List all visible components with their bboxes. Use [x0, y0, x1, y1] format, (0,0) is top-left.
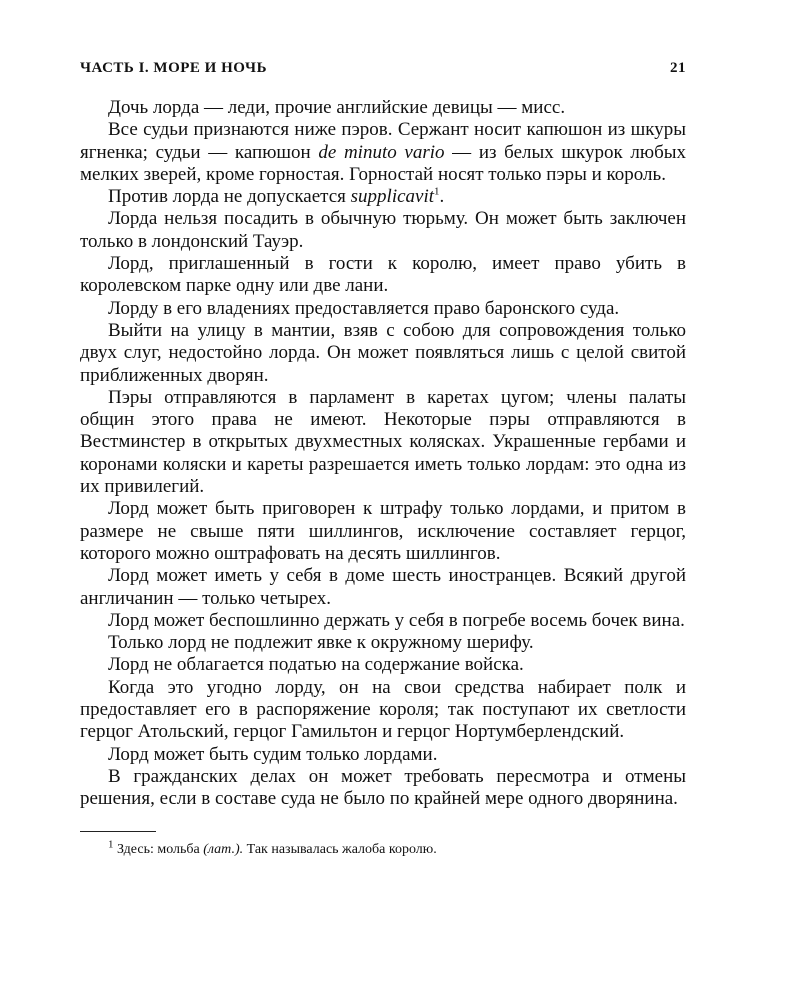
italic-text: de minuto vario — [318, 141, 445, 163]
italic-text: (лат.). — [203, 841, 244, 857]
text-run: Лорд может быть приговорен к штрафу только лордами, и притом в размере не свыше пяти шиллингов, исключение составляет герцог, которого можно оштрафовать на десять шиллингов. — [80, 498, 686, 564]
paragraph — [80, 565, 686, 610]
paragraph — [80, 253, 686, 298]
text-run: Лорд не облагается податью на содержание войска. — [108, 654, 524, 676]
text-run: Лорд, приглашенный в гости к королю, имеет право убить в королевском парке одну или две лани. — [80, 253, 686, 297]
text-run: Пэры отправляются в парламент в каретах цугом; члены палаты общин этого права не имеют. Некоторые пэры отправляются в Вестминстер в открытых двухместных колясках. Украшенные гербами и коронами коляски и кареты разрешается иметь только лордам: это одна из их привилегий. — [80, 386, 686, 498]
text-run: Выйти на улицу в мантии, взяв с собою для сопровождения только двух слуг, недостойно лорда. Он может появляться лишь с целой свитой приближенных дворян. — [80, 319, 686, 386]
text-run: Так называлась жалоба королю. — [243, 841, 437, 857]
paragraph — [80, 677, 686, 744]
paragraph — [80, 186, 686, 208]
page-number: 21 — [670, 60, 686, 76]
text-run: . — [439, 186, 445, 208]
paragraph — [80, 632, 686, 654]
body-text — [80, 97, 686, 811]
text-run: Здесь: мольба — [117, 841, 204, 857]
book-page — [80, 60, 686, 859]
text-run: В гражданских делах он может требовать пересмотра и отмены решения, если в составе суда не было по крайней мере одного дворянина. — [80, 765, 686, 810]
text-run: — из белых шкурок любых мелких зверей, кроме горностая. Горностай носят только пэры и король. — [80, 141, 687, 185]
footnotes — [80, 831, 686, 859]
paragraph — [80, 610, 686, 632]
text-run: Только лорд не подлежит явке к окружному шерифу. — [108, 632, 534, 654]
text-run: Лорда нельзя посадить в обычную тюрьму. Он может быть заключен только в лондонский Тауэр. — [80, 208, 686, 252]
paragraph — [80, 744, 686, 766]
footnote-marker: 1 — [108, 837, 114, 850]
text-run: Все судьи признаются ниже пэров. Сержант носит капюшон из шкуры ягненка; судьи — капюшон — [80, 119, 686, 163]
italic-text: supplicavit — [350, 186, 435, 208]
text-run: Лорд может иметь у себя в доме шесть иностранцев. Всякий другой англичанин — только четырех. — [80, 565, 686, 609]
paragraph — [80, 97, 686, 119]
footnote-ref: 1 — [434, 185, 440, 198]
paragraph — [80, 119, 686, 186]
paragraph — [80, 320, 686, 387]
text-run: Когда это угодно лорду, он на свои средства набирает полк и предоставляет его в распоряжение короля; так поступают их светлости герцог Атольский, герцог Гамильтон и герцог Нортумберлендский. — [80, 676, 686, 743]
running-title: ЧАСТЬ I. МОРЕ И НОЧЬ — [80, 60, 267, 76]
footnote — [80, 837, 686, 859]
running-header — [80, 60, 686, 77]
paragraph — [80, 766, 686, 811]
paragraph — [80, 208, 686, 253]
paragraph — [80, 298, 686, 320]
paragraph — [80, 498, 686, 565]
text-run: Лорду в его владениях предоставляется право баронского суда. — [108, 297, 620, 319]
paragraph — [80, 654, 686, 676]
text-run: Дочь лорда — леди, прочие английские девицы — мисс. — [108, 97, 566, 118]
paragraph — [80, 387, 686, 498]
text-run: Против лорда не допускается — [108, 186, 351, 208]
text-run: Лорд может беспошлинно держать у себя в погребе восемь бочек вина. — [108, 609, 685, 631]
text-run: Лорд может быть судим только лордами. — [108, 743, 438, 765]
